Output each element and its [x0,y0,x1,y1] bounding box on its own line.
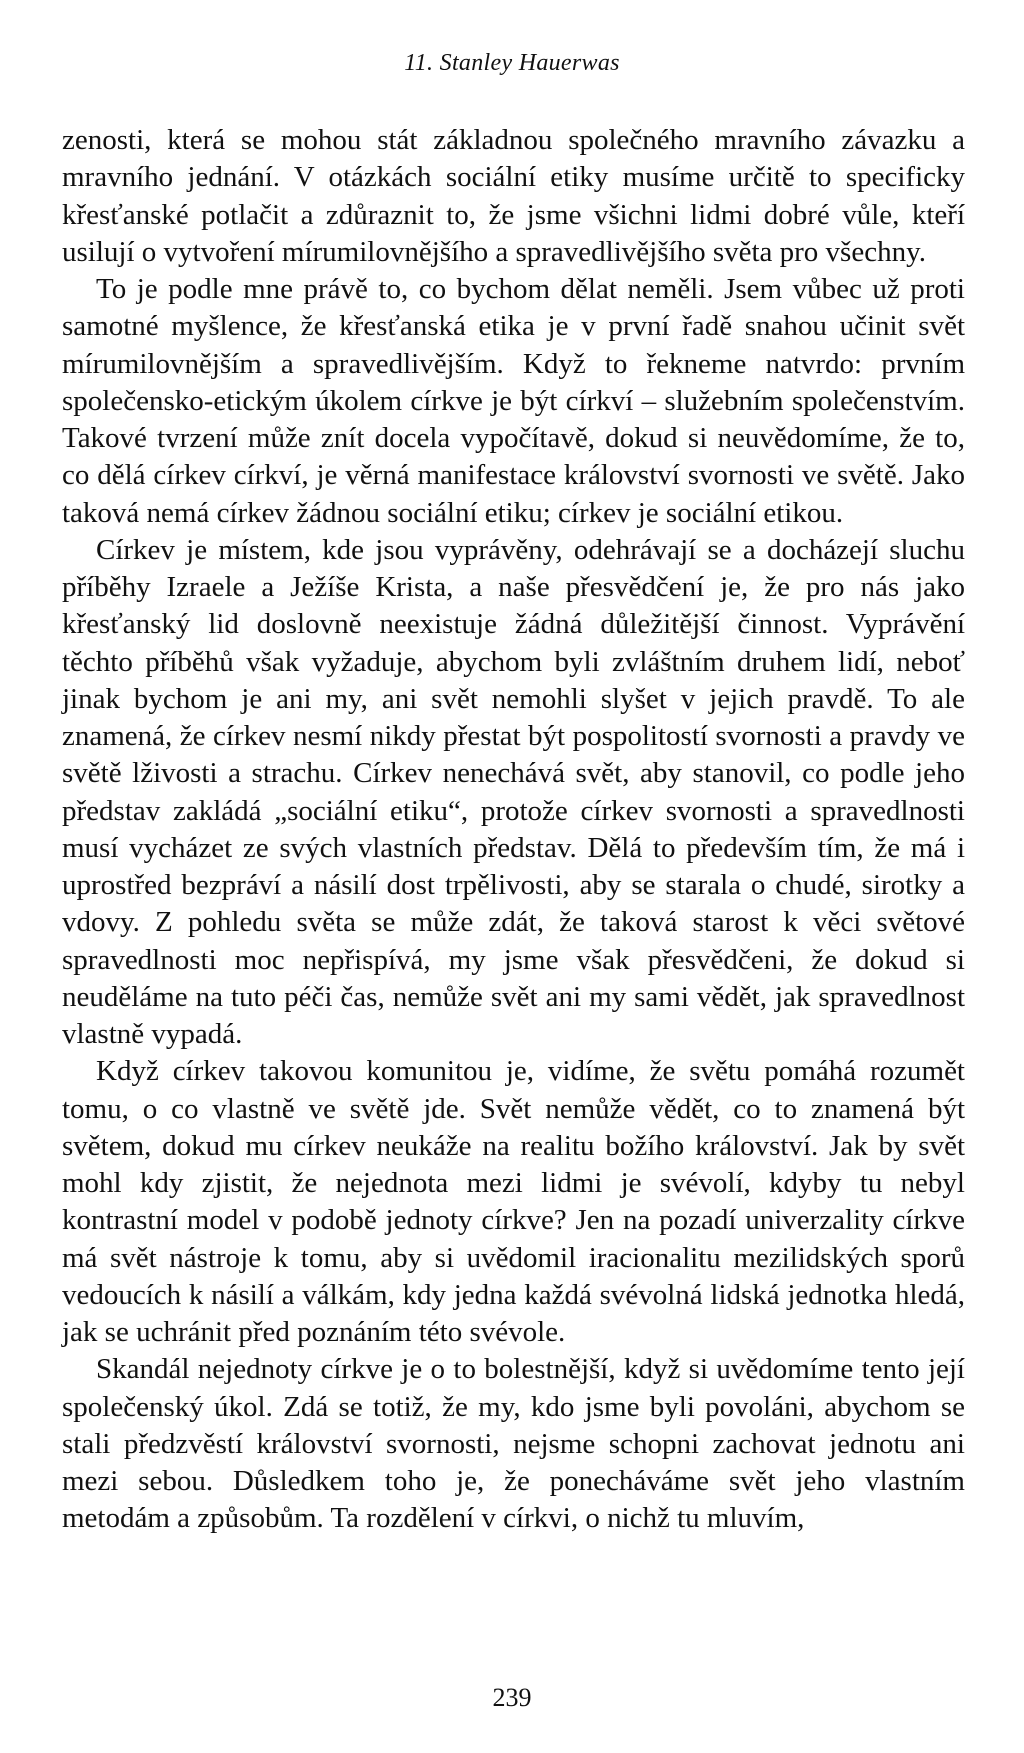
paragraph-continued: zenosti, která se mohou stát základnou společného mravního závazku a mravního jednání. V otázkách sociální etiky musíme určitě to specificky křesťanské potlačit a zdůraznit to, že jsme všichni lidmi dobré vůle, kteří usilují o vytvoření mírumilovnějšího a spravedlivějšího světa pro všechny. [62,124,965,268]
page-number: 239 [492,1683,532,1712]
paragraph: Církev je místem, kde jsou vyprávěny, odehrávají se a docházejí sluchu příběhy Izraele a Ježíše Krista, a naše přesvědčení je, že pro nás jako křesťanský lid doslovně neexistuje žádná důležitější činnost. Vyprávění těchto příběhů však vyžaduje, abychom byli zvláštním druhem lidí, neboť jinak bychom je ani my, ani svět nemohli slyšet v jejich pravdě. To ale znamená, že církev nesmí nikdy přestat být pospolitostí svornosti a pravdy ve světě lživosti a strachu. Církev nenechává svět, aby stanovil, co podle jeho představ zakládá „sociální etiku“, protože církev svornosti a spravedlnosti musí vycházet ze svých vlastních představ. Dělá to především tím, že má i uprostřed bezpráví a násilí dost trpělivosti, aby se starala o chudé, sirotky a vdovy. Z pohledu světa se může zdát, že taková starost k věci světové spravedlnosti moc nepřispívá, my jsme však přesvědčeni, že dokud si neuděláme na tuto péči čas, nemůže svět ani my sami vědět, jak spravedlnost vlastně vypadá. [62,533,965,1050]
paragraph: Když církev takovou komunitou je, vidíme, že světu pomáhá rozumět tomu, o co vlastně ve světě jde. Svět nemůže vědět, co to znamená být světem, dokud mu církev neukáže na realitu božího království. Jak by svět mohl kdy zjistit, že nejednota mezi lidmi je svévolí, kdyby tu nebyl kontrastní model v podobě jednoty církve? Jen na pozadí univerzality církve má svět nástroje k tomu, aby si uvědomil iracionalitu mezilidských sporů vedoucích k násilí a válkám, kdy jedna každá svévolná lidská jednotka hledá, jak se uchránit před poznáním této svévole. [62,1055,965,1348]
paragraph: To je podle mne právě to, co bychom dělat neměli. Jsem vůbec už proti samotné myšlence, že křesťanská etika je v první řadě snahou učinit svět mírumilovnějším a spravedlivějším. Když to řekneme natvrdo: prvním společensko-etickým úkolem církve je být církví – služebním společenstvím. Takové tvrzení může znít docela vypočítavě, dokud si neuvědomíme, že to, co dělá církev církví, je věrná manifestace království svornosti ve světě. Jako taková nemá církev žádnou sociální etiku; církev je sociální etikou. [62,273,965,529]
running-header: 11. Stanley Hauerwas [404,50,620,76]
paragraph: Skandál nejednoty církve je o to bolestnější, když si uvědomíme tento její společenský úkol. Zdá se totiž, že my, kdo jsme byli povoláni, abychom se stali předzvěstí království svornosti, nejsme schopni zachovat jednotu ani mezi sebou. Důsledkem toho je, že ponecháváme svět jeho vlastním metodám a způsobům. Ta rozdělení v církvi, o nichž tu mluvím, [62,1353,965,1535]
body-text [62,122,965,1538]
